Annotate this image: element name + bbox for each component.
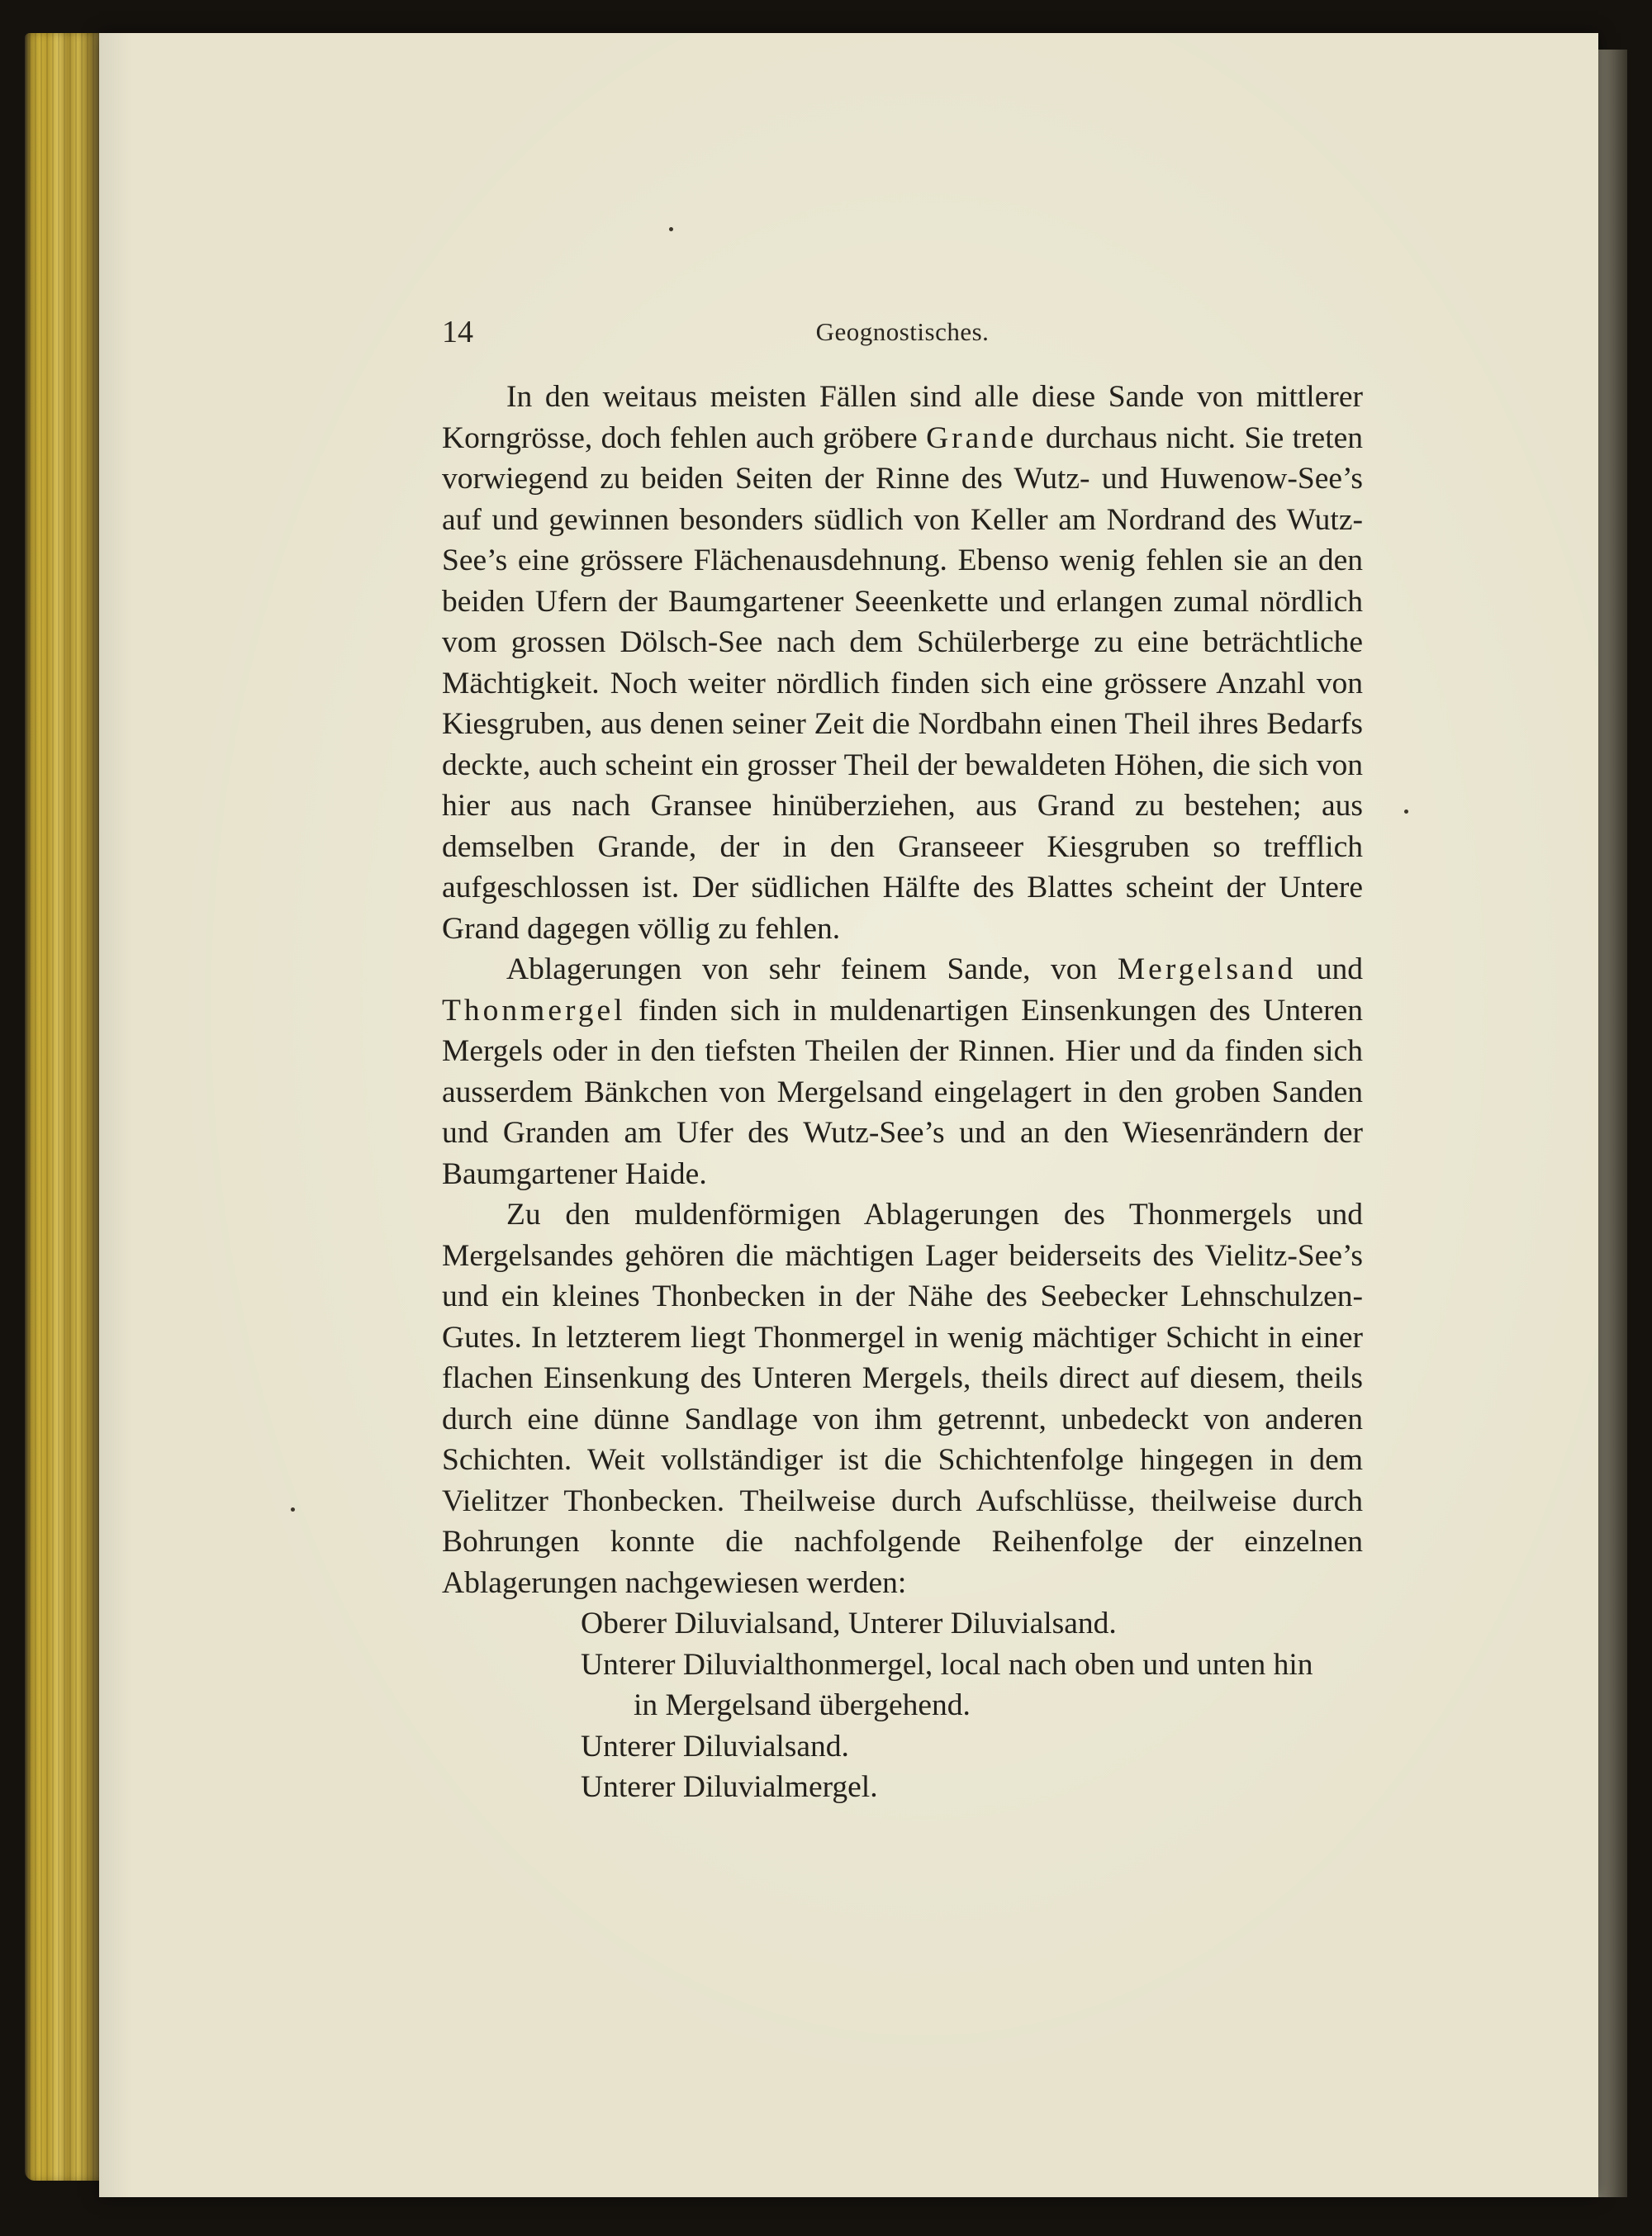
paragraph-1-text-b: durchaus nicht. Sie treten vorwiegend zu beiden Seiten der Rinne des Wutz- und Huwenow-See’s auf und gewinnen besonders südlich von Keller am Nordrand des Wutz-See’s eine grössere Flächenausdehnung. Ebenso wenig fehlen sie an den beiden Ufern der Baumgartener Seeenkette und erlangen zumal nördlich vom grossen Dölsch-See nach dem Schülerberge zu eine beträchtliche Mächtigkeit. Noch weiter nördlich finden sich eine grössere Anzahl von Kiesgruben, aus denen seiner Zeit die Nordbahn einen Theil ihres Bedarfs deckte, auch scheint ein grosser Theil der bewaldeten Höhen, die sich von hier aus nach Gransee hinüberziehen, aus Grand zu bestehen; aus demselben Grande, der in den Granseeer Kiesgruben so trefflich aufgeschlossen ist. Der südlichen Hälfte des Blattes scheint der Untere Grand dagegen völlig zu fehlen. xyxy=(442,420,1364,946)
emphasis-mergelsand: Mergelsand xyxy=(1117,952,1297,986)
layer-item: Oberer Diluvialsand, Unterer Diluvialsand. xyxy=(581,1607,1117,1640)
paragraph-2-text-a: Ablagerungen von sehr feinem Sande, von xyxy=(506,952,1118,986)
speck xyxy=(1404,809,1408,814)
paragraph-1 xyxy=(442,377,1363,949)
layer-item-line-continued: in Mergelsand übergehend. xyxy=(634,1688,971,1722)
paragraph-3: Zu den muldenförmigen Ablagerungen des Thonmergels und Mergelsandes gehören die mächtigen Lager beiderseits des Vielitz-See’s und ein kleines Thonbecken in der Nähe des Seebecker Lehnschulzen-Gutes. In letzterem liegt Thonmergel in wenig mächtiger Schicht in einer flachen Einsenkung des Unteren Mergels, theils direct auf diesem, theils durch eine dünne Sandlage von ihm getrennt, unbedeckt von anderen Schichten. Weit vollständiger ist die Schichtenfolge hingegen in dem Vielitzer Thonbecken. Theilweise durch Aufschlüsse, theilweise durch Bohrungen konnte die nachfolgende Reihenfolge der einzelnen Ablagerungen nachgewiesen werden: xyxy=(442,1198,1363,1600)
layer-sequence-list xyxy=(442,1603,1363,1808)
page-number: 14 xyxy=(442,315,473,349)
layer-item: Unterer Diluvialsand. xyxy=(581,1729,849,1764)
layer-item xyxy=(442,1645,1363,1726)
paragraph-2-text-c: finden sich in muldenartigen Einsenkungen des Unteren Mergels oder in den tiefsten Theilen der Rinnen. Hier und da finden sich ausserdem Bänkchen von Mergelsand eingelagert in den groben Sanden und Granden am Ufer des Wutz-See’s und an den Wiesenrändern der Baumgartener Haide. xyxy=(442,993,1363,1191)
paragraph-1-text-a: In den weitaus meisten Fällen sind alle diese Sande von mittlerer Korngrösse, doch fehlen auch gröbere xyxy=(442,380,1363,455)
layer-item-line: Unterer Diluvialthonmergel, local nach oben und unten hin xyxy=(581,1647,1313,1682)
page-header xyxy=(442,314,1363,363)
body-text xyxy=(442,377,1363,1808)
running-title: Geognostisches. xyxy=(815,317,990,346)
speck xyxy=(669,227,673,231)
layer-item: Unterer Diluvialmergel. xyxy=(581,1770,878,1804)
paragraph-2-text-b: und xyxy=(1296,952,1364,986)
paragraph-2 xyxy=(442,949,1363,1194)
emphasis-grande: Grande xyxy=(926,420,1037,455)
speck xyxy=(291,1507,295,1512)
emphasis-thonmergel: Thonmergel xyxy=(442,993,626,1028)
